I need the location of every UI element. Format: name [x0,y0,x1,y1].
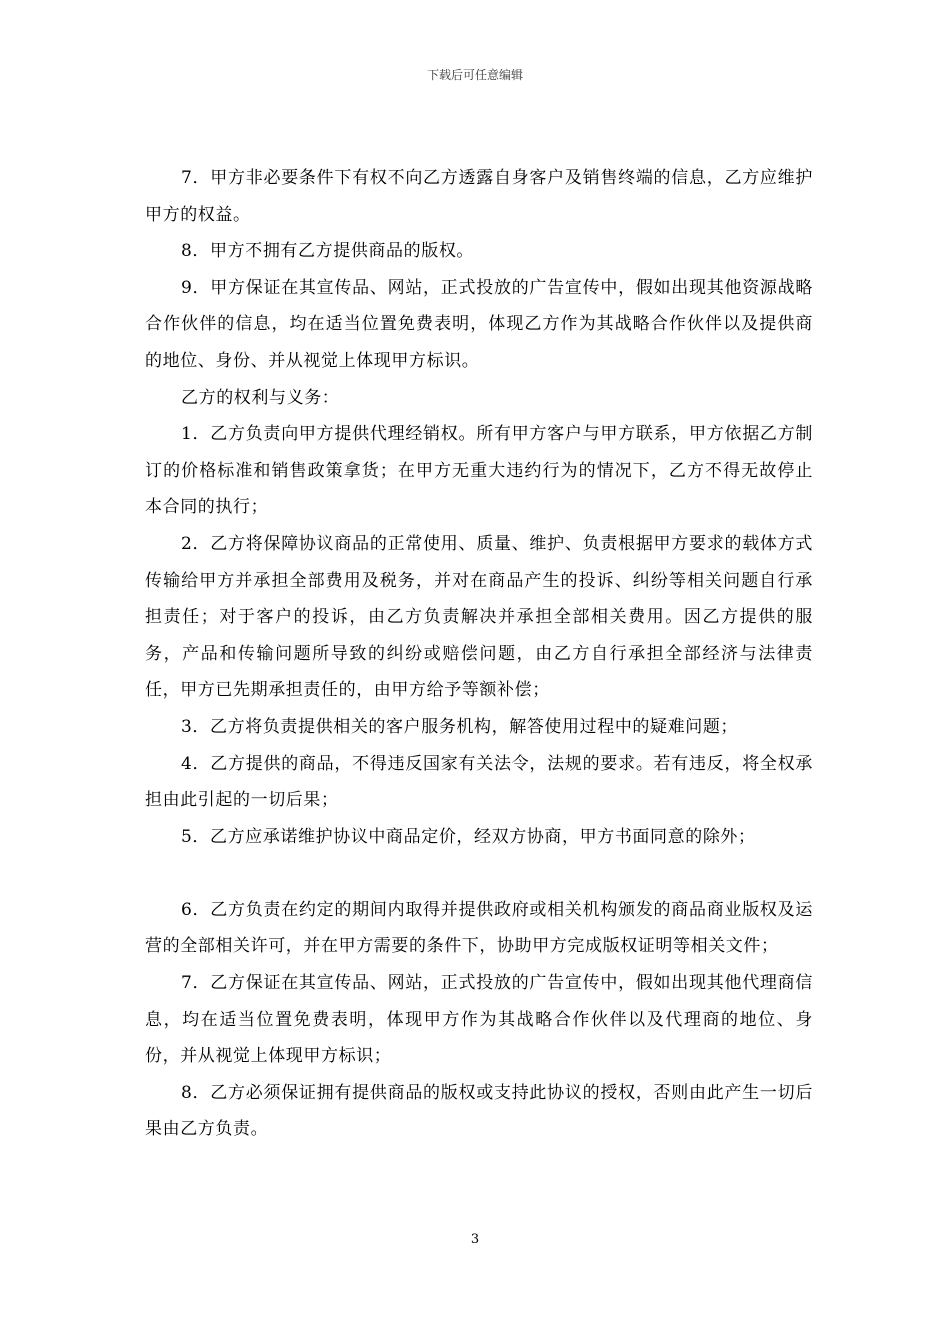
paragraph-party-a-8: 8．甲方不拥有乙方提供商品的版权。 [181,241,475,262]
paragraph-party-b-3: 3．乙方将负责提供相关的客户服务机构，解答使用过程中的疑难问题； [181,716,739,737]
paragraph-party-b-7: 7．乙方保证在其宣传品、网站，正式投放的广告宣传中，假如出现其他代理商信息，均在适当位置免费表明，体现甲方作为其战略合作伙伴以及代理商的地位、身份，并从视觉上体现甲方标识； [145,973,813,1067]
paragraph-party-b-4: 4．乙方提供的商品，不得违反国家有关法令，法规的要求。若有违反，将全权承担由此引起的一切后果； [145,753,813,811]
paragraph-party-b-8: 8．乙方必须保证拥有提供商品的版权或支持此协议的授权，否则由此产生一切后果由乙方负责。 [145,1082,813,1140]
document-body [145,160,813,1148]
paragraph-party-b-2: 2．乙方将保障协议商品的正常使用、质量、维护、负责根据甲方要求的载体方式传输给甲方并承担全部费用及税务，并对在商品产生的投诉、纠纷等相关问题自行承担责任；对于客户的投诉，由乙方负责解决并承担全部相关费用。因乙方提供的服务，产品和传输问题所导致的纠纷或赔偿问题，由乙方自行承担全部经济与法律责任，甲方已先期承担责任的，由甲方给予等额补偿； [145,533,813,701]
paragraph-party-a-9: 9．甲方保证在其宣传品、网站，正式投放的广告宣传中，假如出现其他资源战略合作伙伴的信息，均在适当位置免费表明，体现乙方作为其战略合作伙伴以及提供商的地位、身份、并从视觉上体现甲方标识。 [145,277,813,371]
paragraph-party-b-1: 1．乙方负责向甲方提供代理经销权。所有甲方客户与甲方联系，甲方依据乙方制订的价格标准和销售政策拿货；在甲方无重大违约行为的情况下，乙方不得无故停止本合同的执行； [145,424,813,518]
page-number: 3 [470,1232,480,1247]
section-heading-party-b: 乙方的权利与义务： [181,387,340,408]
page-header: 下载后可任意编辑 [426,68,523,82]
paragraph-party-b-5: 5．乙方应承诺维护协议中商品定价，经双方协商，甲方书面同意的除外； [181,826,756,847]
paragraph-party-a-7: 7．甲方非必要条件下有权不向乙方透露自身客户及销售终端的信息，乙方应维护甲方的权益。 [145,168,813,225]
paragraph-party-b-6: 6．乙方负责在约定的期间内取得并提供政府或相关机构颁发的商品商业版权及运营的全部相关许可，并在甲方需要的条件下，协助甲方完成版权证明等相关文件； [145,899,813,957]
